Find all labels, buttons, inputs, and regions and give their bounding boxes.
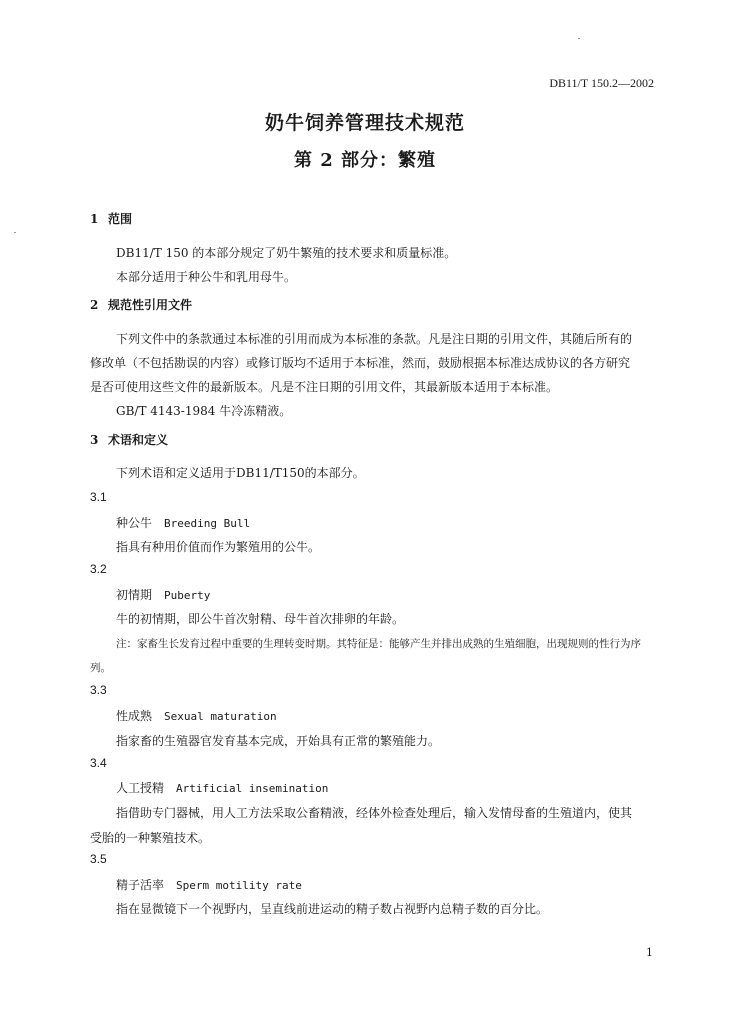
term-number: 3.3 [90,683,107,697]
paragraph: 下列术语和定义适用于DB11/T150的本部分。 [116,466,365,480]
term-cn: 精子活率 [116,878,165,892]
term-cn: 初情期 [116,588,153,602]
term-number: 3.1 [90,490,107,504]
term-heading [116,707,277,724]
term-number: 3.4 [90,756,107,770]
section-title: 范围 [108,212,133,226]
document-subtitle: 第 2 部分：繁殖 [293,150,437,171]
document-title: 奶牛饲养管理技术规范 [264,112,465,134]
paragraph: 本部分适用于种公牛和乳用母牛。 [116,270,297,284]
term-cn: 人工授精 [116,781,165,795]
term-en: Artificial insemination [176,782,329,795]
section-heading [90,296,192,313]
term-en: Puberty [164,589,211,602]
reference-item: GB/T 4143-1984 牛冷冻精液。 [116,404,292,418]
paragraph: 是否可使用这些文件的最新版本。凡是不注日期的引用文件，其最新版本适用于本标准。 [90,380,559,394]
term-en: Breeding Bull [164,517,251,530]
section-heading [90,210,132,227]
term-number: 3.5 [90,852,107,866]
term-cn: 性成熟 [116,709,153,723]
term-definition: 指借助专门器械，用人工方法采取公畜精液，经体外检查处理后，输入发情母畜的生殖道内，使其 [116,806,633,820]
term-definition: 指具有种用价值而作为繁殖用的公牛。 [116,540,321,554]
document-number: DB11/T 150.2—2002 [549,76,654,90]
term-en: Sperm motility rate [176,879,302,892]
section-number: 1 [90,212,99,226]
term-heading [116,876,302,893]
scan-speck [14,232,16,233]
term-note: 注：家畜生长发育过程中重要的生理转变时期。其特征是：能够产生并排出成熟的生殖细胞，出现规则的性行为序 [116,638,641,650]
term-definition: 受胎的一种繁殖技术。 [90,831,211,845]
paragraph: 修改单（不包括勘误的内容）或修订版均不适用于本标准，然而，鼓励根据本标准达成协议的各方研究 [90,356,631,370]
term-cn: 种公牛 [116,516,153,530]
section-number: 2 [90,298,99,312]
page-number: 1 [646,946,653,959]
term-heading [116,779,328,796]
paragraph: 下列文件中的条款通过本标准的引用而成为本标准的条款。凡是注日期的引用文件，其随后所有的 [116,332,633,346]
section-title: 规范性引用文件 [108,298,193,312]
term-note: 列。 [90,662,111,674]
term-heading [116,514,250,531]
section-number: 3 [90,433,99,447]
term-definition: 牛的初情期，即公牛首次射精、母牛首次排卵的年龄。 [116,612,405,626]
paragraph: DB11/T 150 的本部分规定了奶牛繁殖的技术要求和质量标准。 [116,246,457,260]
term-en: Sexual maturation [164,710,277,723]
term-number: 3.2 [90,562,107,576]
scan-speck [578,38,580,39]
section-heading [90,431,168,448]
section-title: 术语和定义 [108,433,169,447]
term-heading [116,586,210,603]
term-definition: 指在显微镜下一个视野内，呈直线前进运动的精子数占视野内总精子数的百分比。 [116,902,549,916]
term-definition: 指家畜的生殖器官发育基本完成，开始具有正常的繁殖能力。 [116,734,441,748]
